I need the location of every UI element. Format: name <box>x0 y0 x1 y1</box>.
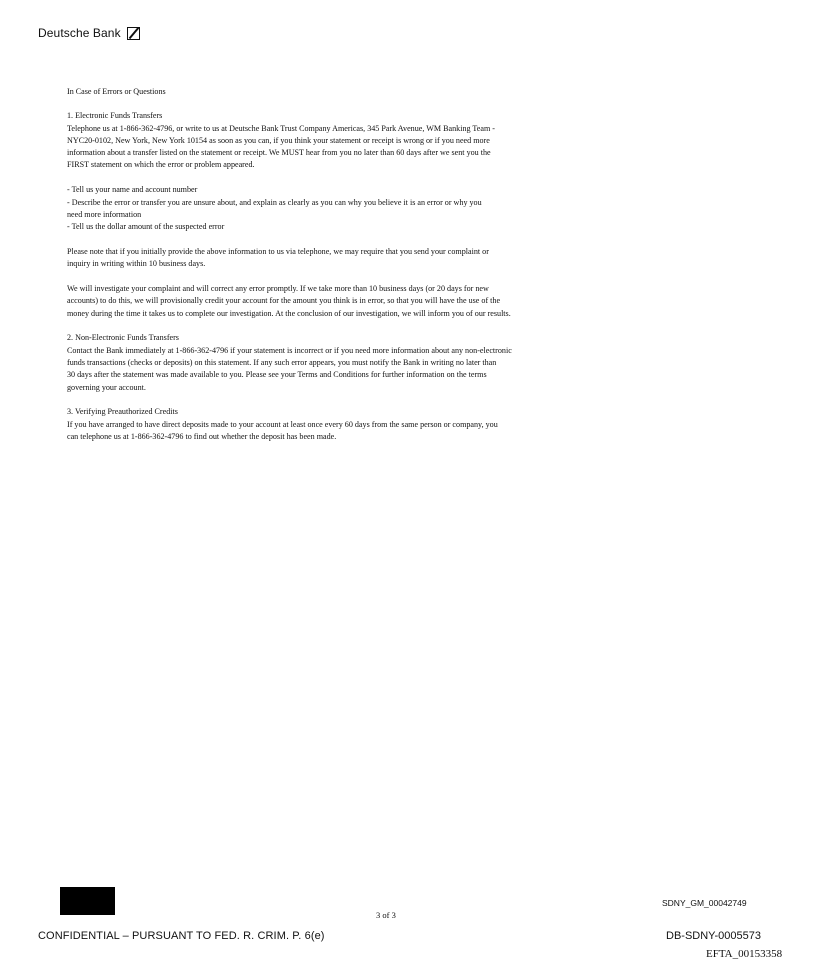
disclosure-line: inquiry in writing within 10 business days. <box>67 259 206 269</box>
disclosure-line: 2. Non-Electronic Funds Transfers <box>67 333 179 343</box>
disclosure-line: Please note that if you initially provide the above information to us via telephone, we may require that you send your complaint or <box>67 246 489 256</box>
disclosure-line: Telephone us at 1-866-362-4796, or write to us at Deutsche Bank Trust Company Americas, 345 Park Avenue, WM Banking Team - <box>67 123 495 133</box>
disclosure-section <box>67 184 647 233</box>
disclosure-line: governing your account. <box>67 382 146 392</box>
deutsche-bank-logo-icon <box>127 27 140 40</box>
disclosure-line: can telephone us at 1-866-362-4796 to find out whether the deposit has been made. <box>67 432 337 442</box>
redaction-box <box>60 887 115 915</box>
disclosure-line: 3. Verifying Preauthorized Credits <box>67 407 178 417</box>
page-header <box>38 26 140 40</box>
disclosure-section <box>67 332 647 393</box>
disclosure-line: - Describe the error or transfer you are unsure about, and explain as clearly as you can why you believe it is an error or why you <box>67 197 482 207</box>
disclosure-line: If you have arranged to have direct deposits made to your account at least once every 60 days from the same person or company, you <box>67 419 498 429</box>
disclosure-section <box>67 246 647 271</box>
disclosure-line: NYC20-0102, New York, New York 10154 as soon as you can, if you think your statement or receipt is wrong or if you need more <box>67 135 490 145</box>
disclosure-line: information about a transfer listed on the statement or receipt. We MUST hear from you no later than 60 days after we sent you the <box>67 148 491 158</box>
disclosure-line: - Tell us your name and account number <box>67 185 198 195</box>
bank-name: Deutsche Bank <box>38 26 121 40</box>
disclosure-section <box>67 283 647 320</box>
disclosure-line: Contact the Bank immediately at 1-866-362-4796 if your statement is incorrect or if you need more information about any non-electronic <box>67 345 512 355</box>
confidentiality-notice: CONFIDENTIAL – PURSUANT TO FED. R. CRIM. P. 6(e) <box>38 930 325 942</box>
page-number: 3 of 3 <box>376 910 396 920</box>
bates-number-sdny: SDNY_GM_00042749 <box>662 898 747 908</box>
page-title: In Case of Errors or Questions <box>67 87 166 96</box>
disclosure-line: - Tell us the dollar amount of the suspected error <box>67 222 225 232</box>
disclosure-line: funds transactions (checks or deposits) on this statement. If any such error appears, you must notify the Bank in writing no later than <box>67 358 497 368</box>
disclosure-line: 1. Electronic Funds Transfers <box>67 111 163 121</box>
disclosure-line: need more information <box>67 209 142 219</box>
disclosure-line: 30 days after the statement was made available to you. Please see your Terms and Conditions for further information on the terms <box>67 370 487 380</box>
disclosure-line: accounts) to do this, we will provisionally credit your account for the amount you think is in error, so that you will have the use of the <box>67 296 501 306</box>
disclosure-line: FIRST statement on which the error or problem appeared. <box>67 160 255 170</box>
disclosure-section <box>67 406 647 443</box>
disclosure-line: money during the time it takes us to complete our investigation. At the conclusion of our investigation, we will inform you of our results. <box>67 308 511 318</box>
bates-number-db: DB-SDNY-0005573 <box>666 930 761 942</box>
disclosure-line: We will investigate your complaint and will correct any error promptly. If we take more than 10 business days (or 20 days for new <box>67 284 489 294</box>
efta-number: EFTA_00153358 <box>706 948 783 960</box>
disclosure-sections <box>67 110 647 443</box>
statement-disclosure <box>67 86 647 456</box>
disclosure-section <box>67 110 647 171</box>
